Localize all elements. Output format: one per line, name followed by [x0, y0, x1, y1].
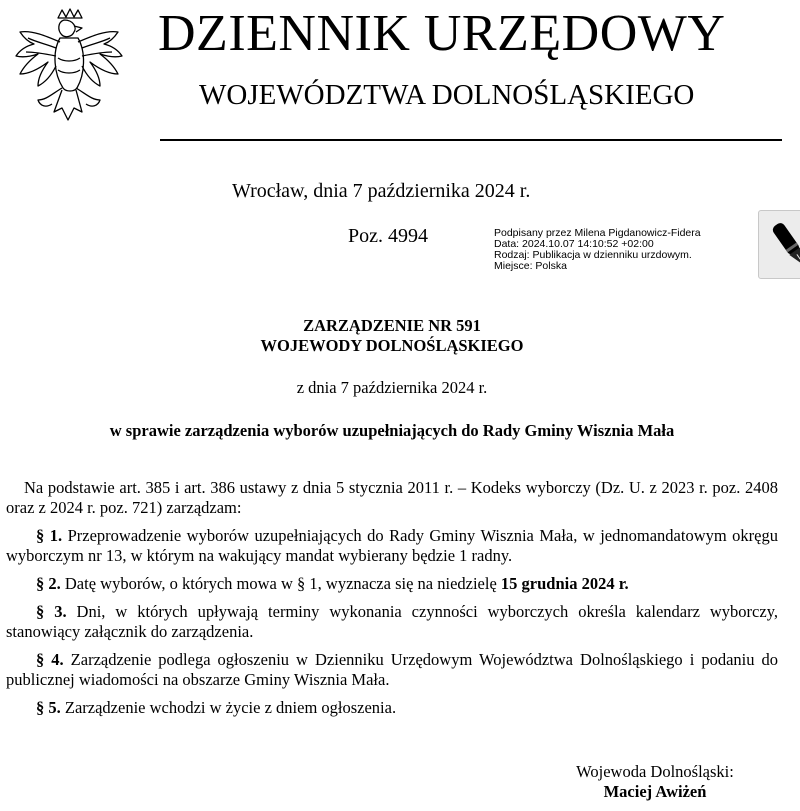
document-title-line-1: ZARZĄDZENIE NR 591: [303, 316, 481, 335]
section-3-text: Dni, w których upływają terminy wykonania czynności wyborczych określa kalendarz wyborczy, stanowiący załącznik do zarządzenia.: [6, 602, 779, 641]
place-and-date: Wrocław, dnia 7 października 2024 r.: [232, 180, 531, 202]
section-4-paragraph: [6, 650, 778, 690]
fountain-pen-seal-icon: [759, 211, 800, 278]
white-eagle-emblem-icon: [8, 8, 128, 138]
preamble-paragraph: [6, 478, 778, 518]
section-4-text: Zarządzenie podlega ogłoszeniu w Dzienniku Urzędowym Województwa Dolnośląskiego i podaniu do publicznej wiadomości na obszarze Gminy Wisznia Mała.: [6, 650, 778, 689]
section-2-label: § 2.: [36, 574, 61, 593]
masthead-subtitle: WOJEWÓDZTWA DOLNOŚLĄSKIEGO: [199, 79, 695, 111]
signature-place: Miejsce: Polska: [494, 260, 567, 272]
document-subject: w sprawie zarządzenia wyborów uzupełniających do Rady Gminy Wisznia Mała: [109, 421, 675, 440]
preamble-text: Na podstawie art. 385 i art. 386 ustawy z dnia 5 stycznia 2011 r. – Kodeks wyborczy (Dz. U. z 2023 r. poz. 2408 oraz z 2024 r. poz. 721) zarządzam:: [6, 478, 778, 517]
section-3-paragraph: [6, 602, 778, 642]
section-1-label: § 1.: [36, 526, 63, 545]
position-number: Poz. 4994: [348, 225, 428, 247]
section-4-label: § 4.: [36, 650, 64, 669]
signer-name: Maciej Awiżeń: [603, 782, 707, 801]
masthead-title: DZIENNIK URZĘDOWY: [158, 5, 726, 62]
document-title: [0, 316, 784, 356]
section-2-paragraph: [6, 574, 778, 594]
signature-signed-by: Podpisany przez Milena Pigdanowicz-Fidera: [494, 227, 701, 239]
masthead-divider: [160, 139, 782, 141]
signature-type: Rodzaj: Publikacja w dzienniku urzdowym.: [494, 249, 692, 261]
digital-signature-info: [494, 228, 701, 272]
document-date: z dnia 7 października 2024 r.: [296, 378, 488, 397]
signature-seal[interactable]: [758, 210, 800, 279]
section-5-text: Zarządzenie wchodzi w życie z dniem ogłoszenia.: [60, 698, 397, 717]
election-date: 15 grudnia 2024 r.: [500, 574, 629, 593]
section-2-text: Datę wyborów, o których mowa w § 1, wyznacza się na niedzielę: [60, 574, 501, 593]
signer-office: Wojewoda Dolnośląski:: [576, 762, 734, 781]
section-3-label: § 3.: [36, 602, 67, 621]
signature-date: Data: 2024.10.07 14:10:52 +02:00: [494, 238, 654, 250]
section-1-paragraph: [6, 526, 778, 566]
document-title-line-2: WOJEWODY DOLNOŚLĄSKIEGO: [260, 336, 524, 355]
section-5-label: § 5.: [36, 698, 61, 717]
section-1-text: Przeprowadzenie wyborów uzupełniających do Rady Gminy Wisznia Mała, w jednomandatowym okręgu wyborczym nr 13, w którym na wakujący mandat wybierany będzie 1 radny.: [6, 526, 778, 565]
signer-block: [560, 762, 750, 802]
document-body: [6, 478, 778, 726]
section-5-paragraph: [6, 698, 778, 718]
